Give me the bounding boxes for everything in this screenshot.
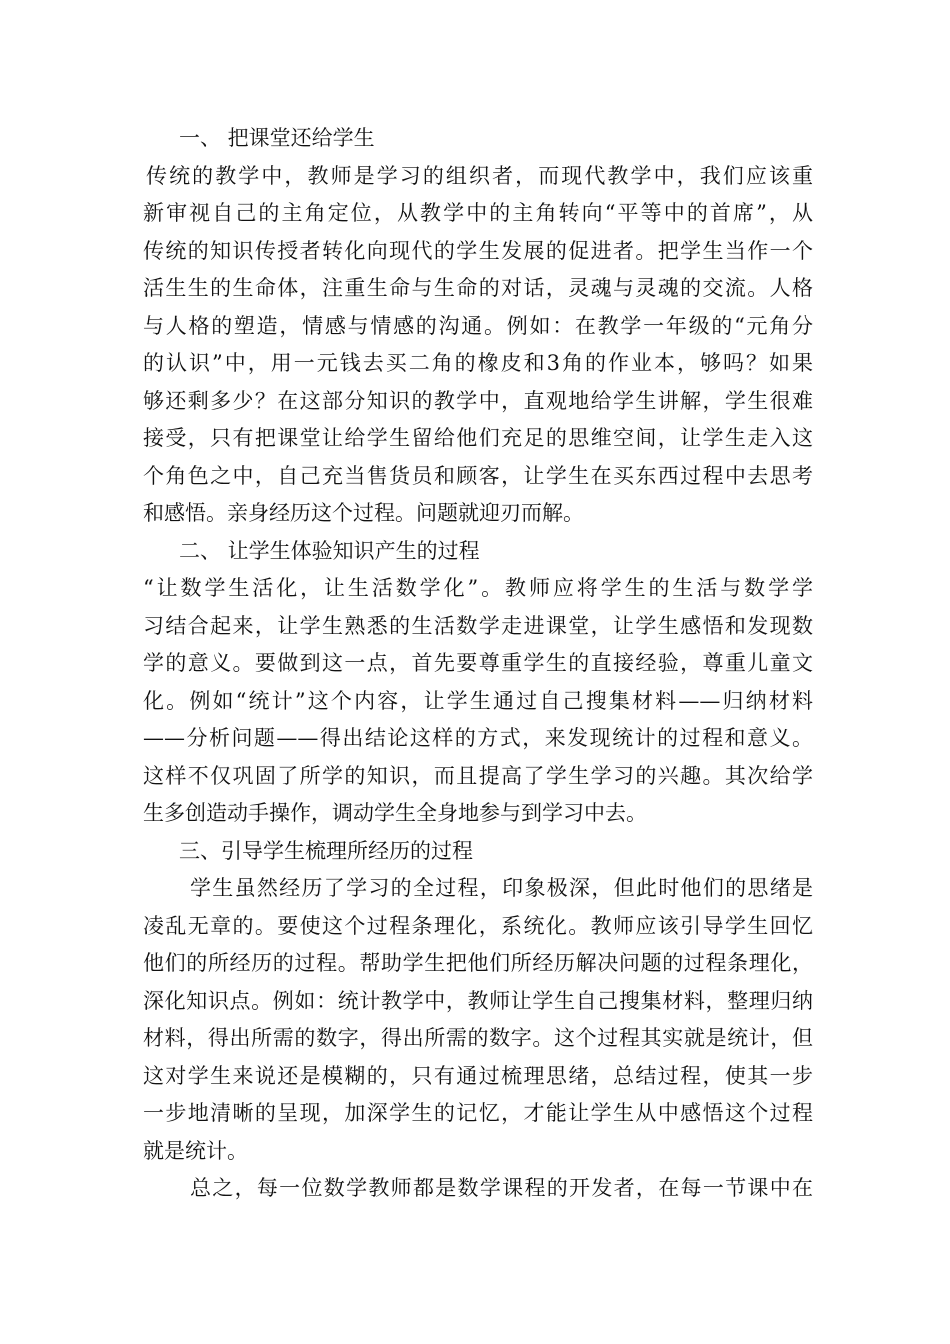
paragraph-line: 就是统计。 — [143, 1138, 248, 1163]
paragraph-line: 与人格的塑造，情感与情感的沟通。例如：在教学一年级的“元角分 — [143, 313, 813, 338]
paragraph-line: ——分析问题——得出结论这样的方式，来发现统计的过程和意义。 — [143, 726, 813, 750]
section-heading-1: 一、 把课堂还给学生 — [179, 126, 375, 150]
paragraph-line: 够还剩多少？在这部分知识的教学中，直观地给学生讲解，学生很难 — [143, 388, 813, 413]
paragraph-line: 和感悟。亲身经历这个过程。问题就迎刃而解。 — [143, 501, 584, 525]
paragraph-line: 学生虽然经历了学习的全过程，印象极深，但此时他们的思绪是 — [190, 876, 813, 900]
paragraph-line: 材料，得出所需的数字，得出所需的数字。这个过程其实就是统计，但 — [143, 1026, 813, 1050]
paragraph-line: 学的意义。要做到这一点，首先要尊重学生的直接经验，尊重儿童文 — [143, 651, 813, 675]
paragraph-line: 生多创造动手操作，调动学生全身地参与到学习中去。 — [143, 801, 647, 825]
paragraph-line: 习结合起来，让学生熟悉的生活数学走进课堂，让学生感悟和发现数 — [143, 613, 813, 638]
paragraph-line: 的认识”中，用一元钱去买二角的橡皮和3角的作业本，够吗？如果 — [143, 351, 813, 375]
document-body — [143, 120, 813, 1208]
paragraph-line: 接受，只有把课堂让给学生留给他们充足的思维空间，让学生走入这 — [143, 426, 813, 450]
paragraph-line: 他们的所经历的过程。帮助学生把他们所经历解决问题的过程条理化， — [143, 951, 813, 975]
paragraph-line: 一步地清晰的呈现，加深学生的记忆，才能让学生从中感悟这个过程 — [143, 1101, 813, 1125]
paragraph-line: 传统的教学中，教师是学习的组织者，而现代教学中，我们应该重 — [146, 163, 813, 188]
paragraph-line: 个角色之中，自己充当售货员和顾客，让学生在买东西过程中去思考 — [143, 463, 813, 488]
paragraph-line: 这样不仅巩固了所学的知识，而且提高了学生学习的兴趣。其次给学 — [143, 763, 813, 788]
paragraph-line: 新审视自己的主角定位，从教学中的主角转向“平等中的首席”，从 — [143, 201, 813, 225]
paragraph-line: 凌乱无章的。要使这个过程条理化，系统化。教师应该引导学生回忆 — [143, 913, 813, 938]
paragraph-line: 这对学生来说还是模糊的，只有通过梳理思绪，总结过程，使其一步 — [143, 1063, 813, 1088]
section-heading-2: 二、 让学生体验知识产生的过程 — [179, 538, 480, 563]
paragraph-line: 活生生的生命体，注重生命与生命的对话，灵魂与灵魂的交流。人格 — [143, 276, 813, 300]
paragraph-line: 深化知识点。例如：统计教学中，教师让学生自己搜集材料，整理归纳 — [143, 988, 813, 1013]
paragraph-line: 传统的知识传授者转化向现代的学生发展的促进者。把学生当作一个 — [143, 238, 813, 263]
paragraph-line: 化。例如“统计”这个内容，让学生通过自己搜集材料——归纳材料 — [143, 688, 813, 713]
section-heading-3: 三、引导学生梳理所经历的过程 — [179, 838, 473, 863]
paragraph-line: “让数学生活化，让生活数学化”。教师应将学生的生活与数学学 — [143, 576, 813, 600]
paragraph-line: 总之，每一位数学教师都是数学课程的开发者，在每一节课中在 — [190, 1176, 813, 1200]
